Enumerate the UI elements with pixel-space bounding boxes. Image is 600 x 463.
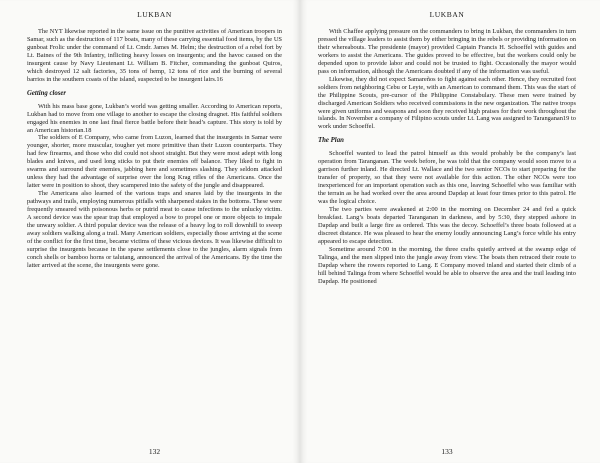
paragraph: The two parties were awakened at 2:00 in the morning on December 24 and fed a quick breakfast. Lang’s boats departed Taranganan in darkness, and by 5:30, they stepped ashore in Dapdap and built a large fire as ordered. This was the decoy. Schoeffel’s three boats followed at a discreet distance. He was pleased to hear the enemy loudly announcing Lang’s force while his entry appeared to escape detection. <box>318 206 576 245</box>
page-number-left: 132 <box>148 447 161 456</box>
paragraph: Likewise, they did not expect Samareños to fight against each other. Hence, they recruited foot soldiers from neighboring Cebu or Leyte, with an American to command them. This was the start of the Philippine Scouts, pre-cursor of the Philippine Constabulary. These men were trained by discharged American Soldiers who received commissions in the new organization. The native troops were given uniforms and weapons and soon they received high praises for their work throughout the islands. In November a company of Filipino scouts under Lt. Lang was assigned to Taranganan19 to work under Schoeffel. <box>318 75 576 131</box>
paragraph: Schoeffel wanted to lead the patrol himself as this would probably be the company’s last operation from Taranganan. The week before, he was told that the company would soon move to a garrison further inland. He directed Lt. Wallace and the two senior NCOs to start preparing for the transfer of property, so that they were not available for this action. The other NCOs were too inexperienced for an important operation such as this one, leaving Schoeffel who was familiar with the terrain as he had worked over the area around Dapdap at least four times prior to this patrol. He was the logical choice. <box>318 150 576 206</box>
running-head-right: LUKBAN <box>429 10 465 19</box>
left-page-body <box>27 28 282 270</box>
running-head-left: LUKBAN <box>137 10 172 19</box>
section-heading-getting-closer: Getting closer <box>27 89 67 97</box>
paragraph: With Chaffee applying pressure on the commanders to bring in Lukban, the commanders in turn pressed the village leaders to assist them by either bringing in the rebels or providing information on their whereabouts. The presidente (mayor) provided Captain Francis H. Schoeffel with guides and workers to assist the Americans. The guides proved to be effective, but the workers could only be depended upon to provide labor and could not be trusted to fight. Occasionally the mayor would pass on information, although the Americans doubted if any of the information was useful. <box>318 28 576 75</box>
paragraph: The Americans also learned of the various traps and snares laid by the insurgents in the pathways and trails, employing numerous pitfalls with sharpened stakes in the bottoms. These were frequently smeared with poisonous herbs or putrid meat to cause infections to the unlucky victim. A second device was the spear trap that employed a bow to propel one or more objects to impale the unwary soldier. A third popular device was the release of a heavy log to roll downhill to sweep away soldiers walking along a trail. Many American soldiers, especially those arriving at the scene of the conflict for the first time, became victims of these vicious devices. It was likewise difficult to surprise the insurgents because in the sparse settlements close to the jungles, alarm signals from conch shells or bamboo horns or talutang, announced the arrival of the Americans. By the time the latter arrived at the scene, the insurgents were gone. <box>27 190 282 269</box>
page-number-right: 133 <box>441 447 453 456</box>
section-heading-the-plan: The Plan <box>318 137 344 145</box>
paragraph: The soldiers of E Company, who came from Luzon, learned that the insurgents in Samar were younger, shorter, more muscular, tougher yet more primitive than their Luzon counterparts. They had few firearms, and those who did could not shoot straight. But they were most adept with long blades and knives, and used long sticks to put their enemies off balance. They liked to fight in swarms and surround their enemies, jabbing here and sometimes slashing. They seldom attacked unless they had the advantage of surprise over the long Krag rifles of the Americans. Once the latter were in position to shoot, they scampered into the safety of the jungle and disappeared. <box>27 134 282 190</box>
right-page <box>300 0 600 463</box>
paragraph: With his mass base gone, Lukban’s world was getting smaller. According to American reports, Lukban had to move from one village to another to escape the closing dragnet. His faithful soldiers engaged his enemies in one last final fierce battle before their head’s capture. This story is told by an American historian.18 <box>27 102 282 134</box>
paragraph: Sometime around 7:00 in the morning, the three crafts quietly arrived at the swamp edge of Talinga, and the men slipped into the jungle away from view. The boats then retraced their route to Dapdap where the rowers reported to Lang. E Company moved inland and started their climb of a hill behind Talinga from where Schoeffel would be able to observe the area and the trail leading into Dapdap. He positioned <box>318 245 576 285</box>
right-page-body <box>318 28 576 286</box>
paragraph: The NYT likewise reported in the same issue on the punitive activities of American troopers in Samar, such as the destruction of 117 boats, many of these carrying essential food items, by the US gunboat Frolic under the command of Lt. Cmdr. James M. Helm; the destruction of a rebel fort by Lt. Baines of the 9th Infantry, inflicting heavy losses on insurgents; and the havoc caused on the insurgent cause by Navy Lieutenant Lt. William B. Fitcher, commanding the gunboat Quiros, which destroyed 12 salt factories, 35 tons of hemp, 12 tons of rice and the burning of several barrios in the southern coasts of the island, suspected to be insurgent lairs.16 <box>27 28 282 83</box>
